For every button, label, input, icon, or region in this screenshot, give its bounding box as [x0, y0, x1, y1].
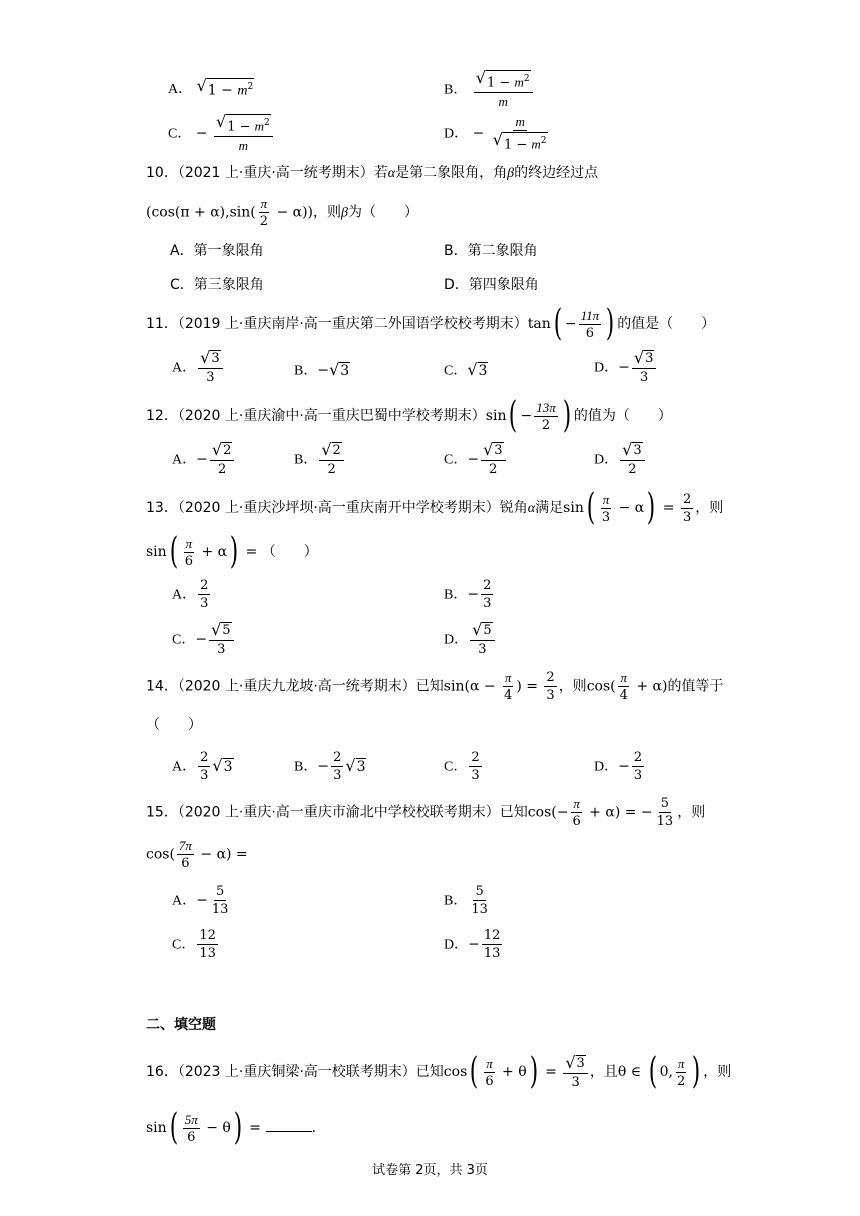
q16-stem: 16．（2023 上·重庆铜梁·高一校联考期末）已知cos( $\frac{\pi}{6}$ + θ) = √ 3 3 ，且θ ∈ ( 0, $\frac{\pi}{2}$ ) ，则 [146, 1051, 732, 1092]
q15-option-d[interactable]: D．− $\frac{12}{13}$ [444, 928, 501, 961]
q14-option-c[interactable]: C． $\frac{2}{3}$ [444, 750, 480, 783]
q12-option-c[interactable]: C．− √ 3 2 [444, 442, 508, 477]
sqrt-1-m2: √ $1 - m^2$ [196, 76, 254, 99]
q9-option-b[interactable]: B． √ $1 - m^2$ m [444, 70, 535, 109]
q13-stem-line2: sin( $\frac{\pi}{6}$ + α) = （ ） [146, 531, 318, 572]
q12-option-a[interactable]: A．− √ 2 2 [172, 442, 236, 477]
q13-option-b[interactable]: B．− $\frac{2}{3}$ [444, 578, 492, 611]
q12-option-d[interactable]: D． √ 3 2 [594, 442, 647, 477]
q14-option-d[interactable]: D．− $\frac{2}{3}$ [594, 750, 643, 783]
q15-stem: 15．（2020 上·重庆·高一重庆市渝北中学校校联考期末）已知cos(− $\frac{\pi}{6}$ + α) = − $\frac{5}{13}$ ，则 [146, 796, 706, 829]
q13-option-d[interactable]: D． √ 5 3 [444, 622, 497, 657]
q12-option-b[interactable]: B． √ 2 2 [294, 442, 346, 477]
q10-option-b[interactable]: B．第二象限角 [444, 243, 538, 259]
fraction: m √ $1 - m^2$ [492, 114, 547, 153]
q13-option-c[interactable]: C．− √ 5 3 [172, 622, 236, 657]
q15-option-c[interactable]: C． $\frac{12}{13}$ [172, 928, 216, 961]
q10-stem: 10．（2021 上·重庆·高一统考期末）若α是第二象限角，角β的终边经过点 [146, 165, 599, 181]
q15-option-b[interactable]: B． $\frac{5}{13}$ [444, 884, 488, 917]
q11-stem: 11．（2019 上·重庆南岸·高一重庆第二外国语学校校考期末）tan( − $\frac{11\pi}{6}$ ) 的值是（ ） [146, 303, 716, 344]
q11-option-d[interactable]: D．− √ 3 3 [594, 350, 658, 385]
q10-option-c[interactable]: C．第三象限角 [170, 277, 264, 293]
q14-stem: 14．（2020 上·重庆九龙坡·高一统考期末）已知sin(α − $\frac{\pi}{4}$ ) = $\frac{2}{3}$ ，则cos( $\frac{\pi}{4}$ + α)的值等于 [146, 670, 724, 703]
q10-stem-line2: (cos(π + α),sin( $\frac{\pi}{2}$ − α))，则β为（ ） [146, 196, 418, 229]
q11-option-b[interactable]: B．− √ 3 [294, 360, 350, 379]
q16-stem-line2: sin( $\frac{5\pi}{6}$ − θ) = . [146, 1107, 316, 1148]
q12-stem: 12．（2020 上·重庆渝中·高一重庆巴蜀中学校考期末）sin( − $\frac{13\pi}{2}$ ) 的值为（ ） [146, 395, 672, 436]
fraction: √ $1 - m^2$ m [474, 70, 533, 109]
q10-option-d[interactable]: D．第四象限角 [444, 277, 539, 293]
q9-option-a[interactable]: A． √ $1 - m^2$ [168, 76, 254, 99]
q15-option-a[interactable]: A．− $\frac{5}{13}$ [172, 884, 229, 917]
q14-option-b[interactable]: B．− $\frac{2}{3}$ √ 3 [294, 750, 366, 783]
page-footer: 试卷第 2页，共 3页 [372, 1163, 488, 1178]
q14-option-a[interactable]: A． $\frac{2}{3}$ √ 3 [172, 750, 233, 783]
q11-option-a[interactable]: A． √ 3 3 [172, 350, 225, 385]
q13-option-a[interactable]: A． $\frac{2}{3}$ [172, 578, 209, 611]
section-heading: 二、填空题 [146, 1017, 216, 1033]
q14-answer-paren: （ ） [146, 717, 202, 733]
q13-stem: 13．（2020 上·重庆沙坪坝·高一重庆南开中学校考期末）锐角α满足sin( $\frac{\pi}{3}$ − α) = $\frac{2}{3}$ ，则 [146, 487, 724, 528]
q15-stem-line2: cos( $\frac{7\pi}{6}$ − α) = [146, 838, 248, 871]
fraction: √ $1 - m^2$ m [214, 114, 273, 153]
q10-option-a[interactable]: A．第一象限角 [170, 243, 264, 259]
q11-option-c[interactable]: C． √ 3 [444, 360, 488, 379]
answer-blank[interactable] [266, 1131, 312, 1132]
q9-option-c[interactable]: C． − √ $1 - m^2$ m [168, 114, 275, 153]
q9-option-d[interactable]: D． − m √ $1 - m^2$ [444, 114, 552, 153]
